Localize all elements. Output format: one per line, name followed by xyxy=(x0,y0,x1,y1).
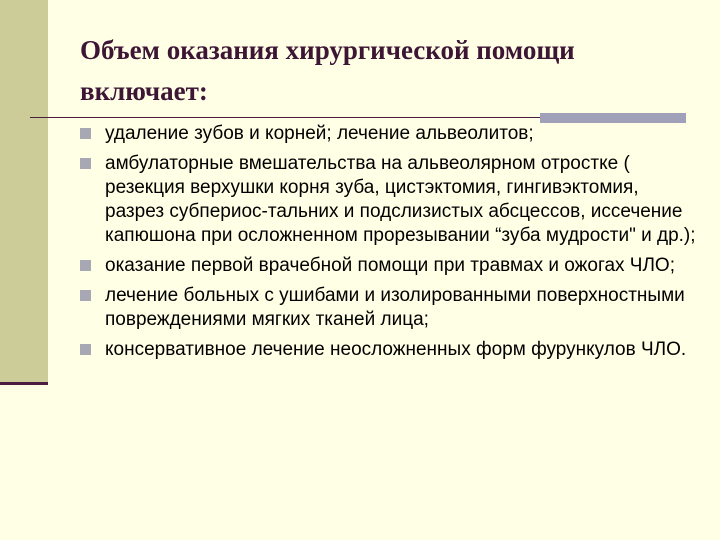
bullet-item xyxy=(80,338,700,362)
slide-title: Объем оказания хирургической помощи включает: xyxy=(80,35,575,106)
square-bullet-icon xyxy=(80,158,91,169)
square-bullet-icon xyxy=(80,260,91,271)
square-bullet-icon xyxy=(80,290,91,301)
sidebar-bottom-line xyxy=(0,382,48,385)
square-bullet-icon xyxy=(80,344,91,355)
bullet-text: оказание первой врачебной помощи при травмах и ожогах ЧЛО; xyxy=(105,255,675,276)
bullet-list xyxy=(80,122,700,368)
bullet-item xyxy=(80,284,700,332)
decorative-sidebar xyxy=(0,0,48,384)
square-bullet-icon xyxy=(80,128,91,139)
bullet-item xyxy=(80,152,700,248)
bullet-text: консервативное лечение неосложненных форм фурункулов ЧЛО. xyxy=(105,339,687,360)
bullet-item xyxy=(80,254,700,278)
bullet-item xyxy=(80,122,700,146)
bullet-text: удаление зубов и корней; лечение альвеолитов; xyxy=(105,123,534,144)
bullet-text: амбулаторные вмешательства на альвеолярном отростке ( резекция верхушки корня зуба, цистэктомия, гингивэктомия, разрез субпериос-тальних и подслизистых абсцессов, иссечение капюшона при осложненном прорезывании “зуба мудрости" и др.); xyxy=(105,153,696,246)
bullet-text: лечение больных с ушибами и изолированными поверхностными повреждениями мягких тканей лица; xyxy=(105,285,685,330)
